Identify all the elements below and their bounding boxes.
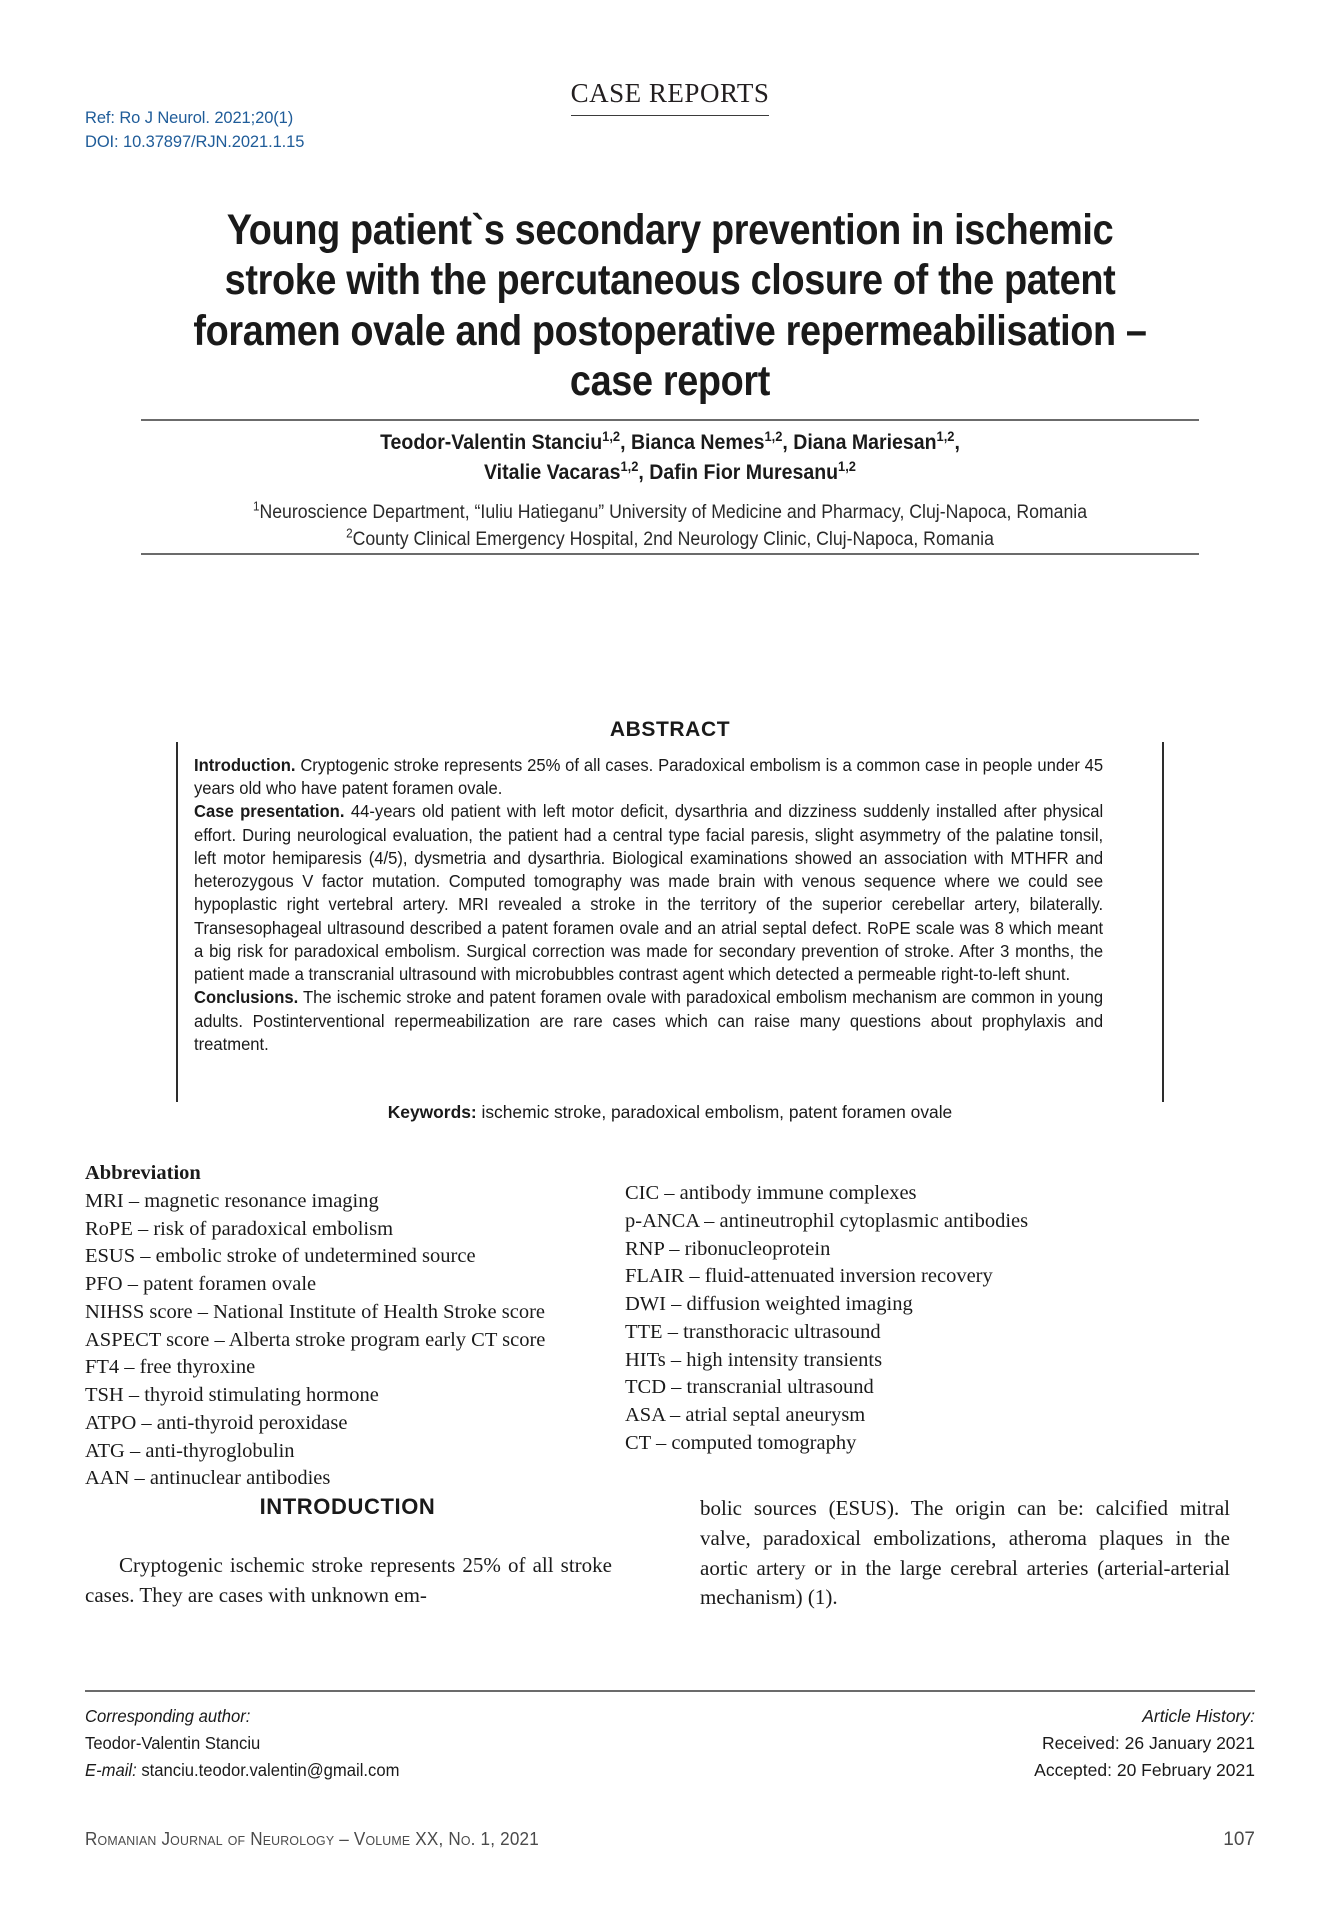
corresponding-author-email-row [85,1757,655,1784]
abbreviation-item: ATG – anti-thyroglobulin [85,1439,295,1462]
authors-line-1: Teodor-Valentin Stanciu$^{1,2}$, Bianca Nemes$^{1,2}$, Diana Mariesan$^{1,2}$, [380,428,960,454]
article-history-label: Article History: [1142,1706,1255,1726]
abbreviations-heading: Abbreviation [85,1162,201,1184]
abstract-conclusions-text: The ischemic stroke and patent foramen ovale with paradoxical embolism mechanism are common in young adults. Postinterventional repermeabilization are rare cases which can raise many questions about prophylaxis and treatment. [194,987,1104,1054]
abbreviation-item: TSH – thyroid stimulating hormone [85,1384,379,1407]
correspondence-divider [85,1690,1255,1692]
keywords-label: Keywords: [387,1102,477,1122]
abstract-section [176,718,1164,1122]
abstract-introduction-text: Cryptogenic stroke represents 25% of all cases. Paradoxical embolism is a common case in people under 45 years old who have patent foramen ovale. [194,755,1104,799]
abbreviation-item: ASA – atrial septal aneurysm [625,1404,866,1427]
abbreviation-item: NIHSS score – National Institute of Health Stroke score [85,1300,546,1323]
footer-journal-line: Romanian Journal of Neurology – Volume XX, No. 1, 2021 [85,1829,539,1849]
authors-bottom-divider [141,553,1199,555]
abbreviation-item: TCD – transcranial ultrasound [625,1376,874,1399]
email-value[interactable]: stanciu.teodor.valentin@gmail.com [141,1760,400,1781]
journal-ref-line: Ref: Ro J Neurol. 2021;20(1) [85,109,294,127]
abstract-paragraph-introduction [194,754,1103,800]
accepted-date: Accepted: 20 February 2021 [1034,1760,1255,1781]
page-title: Young patient`s secondary prevention in ischemic stroke with the percutaneous closure of the patent foramen ovale and postoperative repermeabilisation – case report [193,206,1147,405]
abbreviations-left-column [85,1160,585,1493]
introduction-paragraph-continued: bolic sources (ESUS). The origin can be: calcified mitral valve, paradoxical embolizations, atheroma plaques in the aortic artery or in the large cerebral arteries (arterial-arterial mechanism) (1). [700,1496,1230,1610]
case-reports-label: CASE REPORTS [571,78,770,116]
keywords-line [176,1102,1164,1123]
abstract-introduction-label: Introduction. [194,755,296,775]
authors-line-2: Vitalie Vacaras$^{1,2}$, Dafin Fior Muresanu$^{1,2}$ [484,458,856,485]
corresponding-author-label: Corresponding author: [85,1706,251,1726]
keywords-text: ischemic stroke, paradoxical embolism, patent foramen ovale [481,1102,953,1122]
authors-top-divider [141,419,1199,421]
introduction-paragraph-start: Cryptogenic ischemic stroke represents 25% of all stroke cases. They are cases with unknown em- [85,1553,612,1607]
abstract-paragraph-conclusions [194,986,1103,1056]
abstract-case-label: Case presentation. [194,801,345,822]
abbreviation-item: ESUS – embolic stroke of undetermined source [85,1245,476,1268]
abstract-frame-left [176,736,178,1114]
affiliations [159,500,1180,554]
abstract-paragraph-case [194,800,1103,986]
abbreviation-item: MRI – magnetic resonance imaging [85,1189,379,1212]
abbreviation-item: RNP – ribonucleoprotein [625,1237,831,1260]
corresponding-author-name: Teodor-Valentin Stanciu [85,1733,261,1754]
received-date: Received: 26 January 2021 [1041,1733,1255,1754]
abbreviation-item: FLAIR – fluid-attenuated inversion recovery [625,1265,993,1288]
article-history-block [655,1703,1255,1784]
abbreviation-item: TTE – transthoracic ultrasound [625,1320,881,1343]
abbreviation-item: ASPECT score – Alberta stroke program early CT score [85,1328,546,1351]
doi-line[interactable]: DOI: 10.37897/RJN.2021.1.15 [85,132,305,151]
body-column-right [700,1494,1230,1613]
abstract-frame-right [1162,736,1164,1114]
affiliation-1: $^1$Neuroscience Department, “Iuliu Hatieganu” University of Medicine and Pharmacy, Cluj-Napoca, Romania [252,499,1088,523]
abbreviation-item: CIC – antibody immune complexes [625,1182,917,1204]
abstract-heading: ABSTRACT [176,718,1164,742]
correspondence-block [85,1703,655,1784]
abbreviations-right-column [625,1180,1145,1458]
abstract-case-text: 44-years old patient with left motor deficit, dysarthria and dizziness suddenly installed after physical effort. During neurological evaluation, the patient had a central type facial paresis, slight asymmetry of the palatine tonsil, left motor hemiparesis (4/5), dysmetria and dysarthria. Biological examinations showed an association with MTHFR and heterozygous V factor mutation. Computed tomography was made brain with venous sequence where we could see hypoplastic right vertebral artery. MRI revealed a stroke in the territory of the superior cerebellar artery, bilaterally. Transesophageal ultrasound described a patent foramen ovale and an atrial septal defect. RoPE scale was 8 which meant a big risk for paradoxical embolism. Surgical correction was made for secondary prevention of stroke. After 3 months, the patient made a transcranial ultrasound with microbubbles contrast agent which detected a permeable right-to-left shunt. [194,801,1104,985]
abstract-conclusions-label: Conclusions. [194,987,299,1008]
body-column-left [85,1551,612,1611]
introduction-heading: INTRODUCTION [259,1494,436,1519]
abbreviation-item: HITs – high intensity transients [625,1348,883,1371]
abbreviation-item: PFO – patent foramen ovale [85,1273,317,1296]
reference-block [85,107,304,155]
abstract-body [194,754,1103,1056]
affiliation-2: $^2$County Clinical Emergency Hospital, 2nd Neurology Clinic, Cluj-Napoca, Romania [346,526,994,550]
email-label: E-mail: [85,1760,137,1781]
abbreviation-item: CT – computed tomography [625,1431,857,1454]
footer-page-number: 107 [1223,1829,1255,1850]
abbreviation-item: FT4 – free thyroxine [85,1356,256,1379]
abbreviation-item: RoPE – risk of paradoxical embolism [85,1217,394,1240]
abbreviation-item: AAN – antinuclear antibodies [85,1467,331,1490]
abbreviation-item: DWI – diffusion weighted imaging [625,1293,913,1316]
abbreviation-item: p-ANCA – antineutrophil cytoplasmic antibodies [625,1209,1029,1232]
authors-list [178,428,1162,489]
abbreviation-item: ATPO – anti-thyroid peroxidase [85,1411,348,1434]
